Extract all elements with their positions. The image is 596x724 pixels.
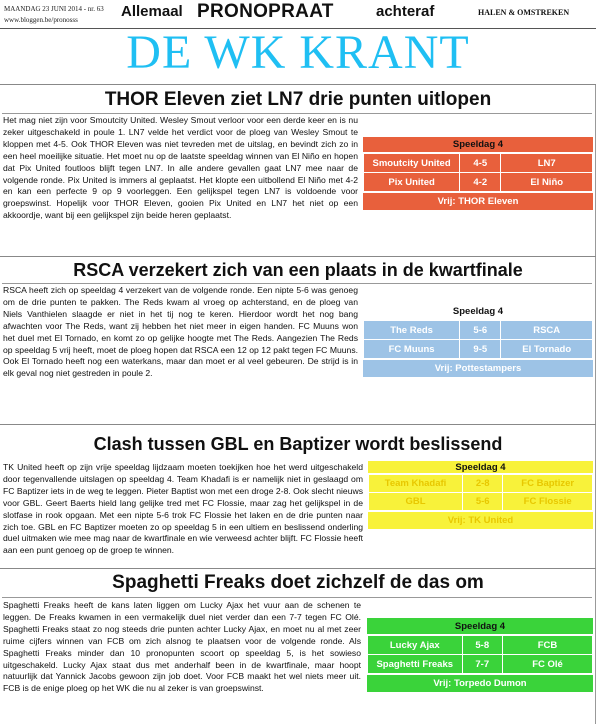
issue-date: MAANDAG 23 JUNI 2014 - nr. 63: [4, 5, 104, 13]
scoreboard-caption: Speeldag 4: [368, 461, 593, 474]
home-team: Spaghetti Freaks: [368, 655, 463, 674]
article-headline: RSCA verzekert zich van een plaats in de kwartfinale: [73, 260, 523, 280]
masthead-center-word: PRONOPRAAT: [197, 1, 334, 22]
home-team: GBL: [369, 493, 463, 511]
match-row: [364, 321, 593, 340]
article-body: Spaghetti Freaks heeft de kans laten liggen om Lucky Ajax het vuur aan de schenen te leggen. De Freaks kwamen in een vermakelijk duel niet verder dan een 7-7 tegen FC Olé. Spaghetti Freaks staat zo nog steeds drie punten achter Lucky Ajax, en moet nu al met zeer ruime cijfers winnen van FCB om zich alsnog te plaatsen voor de volgende ronde. Als Spaghetti Freaks minder dan 10 pronopunten scoort op speeldag 5, is het sowieso uitgeschakeld. Lucky Ajax staat dus met anderhalf been in de kwartfinale, maar hoopt natuurlijk dat Yannick Jacobs gewoon zijn job doet. Voor FCB maakt het wel niets meer uit. FCB is de enige ploeg op het WK die nu al zeker is van groepswinst.: [3, 600, 361, 694]
scoreboard: [367, 460, 594, 530]
away-team: El Niño: [501, 173, 593, 192]
match-row: [369, 475, 593, 493]
newspaper-title: DE WK KRANT: [126, 26, 470, 79]
away-team: FC Baptizer: [503, 475, 593, 493]
home-team: Pix United: [364, 173, 460, 192]
headline-rule: [2, 113, 592, 114]
match-table: [363, 153, 593, 192]
article-body: RSCA heeft zich op speeldag 4 verzekert van de volgende ronde. Een nipte 5-6 was genoeg om de drie punten te pakken. The Reds kwam al vroeg op achterstand, en de ploeg van Niels Vanthielen slaagde er niet in het tij nog te keren. Hierdoor wordt het nog bang afwachten voor The Reds, want zij hebben het niet meer in eigen handen. FC Muuns won het duel met El Tornado, en komt zo op gelijke hoogte met The Reds. Aangezien The Reds op speeldag 5 vrij heeft, moet de ploeg hopen dat RSCA een 12 op 12 pakt tegen FC Muuns. Ook El Tornado heeft nog een waterkans, maar dan moet er al veel gebeuren. De strijd is in elk geval nog niet gestreden in poule 2.: [3, 285, 358, 379]
article-1: [0, 84, 596, 256]
article-4: [0, 568, 596, 724]
match-score: 5-8: [462, 636, 503, 655]
match-row: [364, 340, 593, 359]
match-row: [369, 493, 593, 511]
scoreboard: [366, 617, 594, 693]
away-team: FC Olé: [503, 655, 593, 674]
headline-rule: [2, 597, 592, 598]
match-row: [368, 655, 593, 674]
article-divider: [0, 424, 596, 425]
article-divider: [0, 256, 596, 257]
home-team: Team Khadafi: [369, 475, 463, 493]
home-team: Lucky Ajax: [368, 636, 463, 655]
match-score: 9-5: [460, 340, 501, 359]
bye-team: Vrij: Pottestampers: [363, 359, 593, 377]
match-row: [368, 636, 593, 655]
headline-rule: [2, 283, 592, 284]
masthead-right-word: achteraf: [376, 3, 435, 20]
away-team: FC Flossie: [503, 493, 593, 511]
match-score: 5-6: [460, 321, 501, 340]
match-score: 4-2: [460, 173, 501, 192]
article-body: TK United heeft op zijn vrije speeldag lijdzaam moeten toekijken hoe het werd uitgeschakeld door tegenvallende uitslagen op speeldag 4. Team Khadafi is er namelijk niet in geslaagd om FC Baptizer iets in de weg te leggen. Pieter Baptist won met een droge 2-8. Ook slecht nieuws voor GBL. Geert Baerts hield lang gelijke tred met FC Flossie, maar zag het gelijkspel in de slotfase in rook opgaan. Met een nipte 5-6 trok FC Flossie het laken en de drie punten naar zich toe. GBL en FC Baptizer moeten zo op speeldag 5 in een ultiem en beslissend onderling duel uitmaken wie mee mag naar de kwartfinale en wie verweesd achter blijft. FC Flossie heeft aan een punt genoeg op de groep te winnen.: [3, 462, 363, 556]
home-team: FC Muuns: [364, 340, 460, 359]
away-team: FCB: [503, 636, 593, 655]
away-team: El Tornado: [501, 340, 593, 359]
article-headline: Spaghetti Freaks doet zichzelf de das om: [112, 572, 484, 593]
article-divider: [0, 568, 596, 569]
match-table: [367, 635, 593, 674]
article-3: [0, 424, 596, 568]
bye-team: Vrij: TK United: [368, 511, 593, 529]
match-table: [368, 474, 593, 511]
match-row: [364, 173, 593, 192]
match-score: 2-8: [463, 475, 503, 493]
scoreboard: [362, 136, 594, 211]
masthead-region: HALEN & OMSTREKEN: [478, 8, 570, 17]
bye-team: Vrij: THOR Eleven: [363, 192, 593, 210]
scoreboard: [362, 303, 594, 378]
scoreboard-caption: Speeldag 4: [367, 618, 593, 635]
article-body: Het mag niet zijn voor Smoutcity United. Wesley Smout verloor voor een derde keer en is nu zeker uitgeschakeld in poule 1. LN7 velde het verdict voor de ploeg van Wesley Smout te kloppen met 4-5. Ook THOR Eleven was niet tevreden met de uitslag, en bevindt zich zo in een heel moeilijke situatie. Het moet nu op de laatste speeldag winnen van El Niño en hopen dat Pix United foutloos blijft tegen LN7. In alle andere gevallen gaat LN7 mee naar de volgende ronde. Pix United is immers al geplaatst. Het klopte een uitbollend El Niño met 4-2 en kan een perfecte 9 op 9 voorleggen. Een gelijkspel tegen LN7 is voldoende voor groepswinst. Hopelijk voor THOR Eleven, gooien Pix United en LN7 het niet op een akkoordje, want bij een gelijkspel zijn beide heren geplaatst.: [3, 115, 358, 221]
blog-url: www.bloggen.be/pronosss: [4, 16, 78, 24]
away-team: LN7: [501, 154, 593, 173]
home-team: Smoutcity United: [364, 154, 460, 173]
masthead-left-word: Allemaal: [121, 3, 183, 20]
away-team: RSCA: [501, 321, 593, 340]
masthead: [0, 0, 596, 82]
article-headline: Clash tussen GBL en Baptizer wordt beslissend: [93, 434, 503, 454]
match-score: 5-6: [463, 493, 503, 511]
scoreboard-caption: Speeldag 4: [363, 304, 593, 320]
match-score: 7-7: [462, 655, 503, 674]
article-headline: THOR Eleven ziet LN7 drie punten uitlopen: [104, 89, 492, 110]
article-divider: [0, 84, 596, 85]
bye-team: Vrij: Torpedo Dumon: [367, 674, 593, 692]
match-table: [363, 320, 593, 359]
home-team: The Reds: [364, 321, 460, 340]
scoreboard-caption: Speeldag 4: [363, 137, 593, 153]
article-2: [0, 256, 596, 424]
match-score: 4-5: [460, 154, 501, 173]
match-row: [364, 154, 593, 173]
